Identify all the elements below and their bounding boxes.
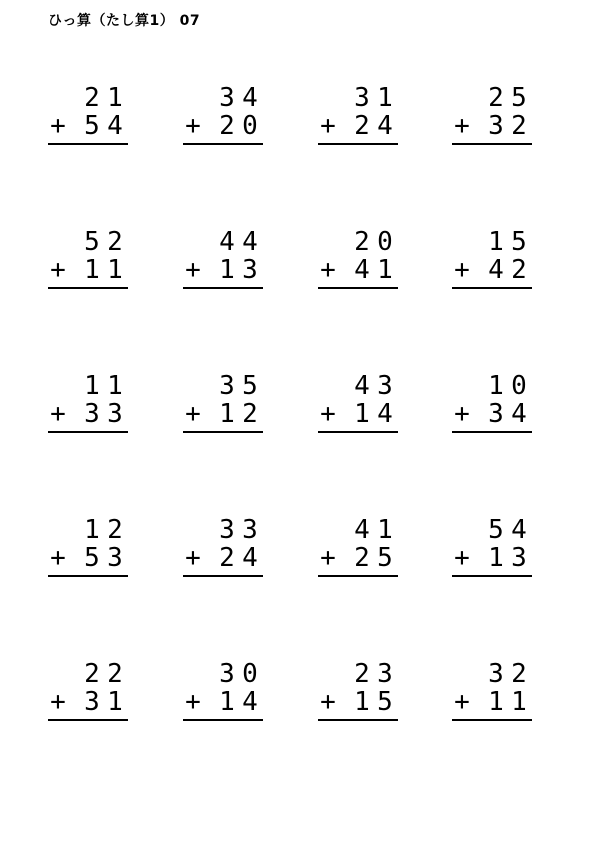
answer-line xyxy=(318,143,398,145)
bottom-digit-ones: 3 xyxy=(107,399,123,429)
top-digit-ones: 5 xyxy=(511,227,527,257)
plus-sign: + xyxy=(454,687,470,717)
addition-problem xyxy=(48,372,128,436)
bottom-digit-ones: 3 xyxy=(242,255,258,285)
plus-sign: + xyxy=(320,399,336,429)
top-digit-ones: 1 xyxy=(107,371,123,401)
top-digit-tens: 2 xyxy=(354,227,370,257)
bottom-addend xyxy=(318,544,398,572)
answer-line xyxy=(48,575,128,577)
top-digit-ones: 2 xyxy=(511,659,527,689)
addition-problem xyxy=(48,84,128,148)
bottom-digit-tens: 1 xyxy=(219,687,235,717)
bottom-digit-ones: 4 xyxy=(377,399,393,429)
bottom-addend xyxy=(48,544,128,572)
addition-problem xyxy=(318,372,398,436)
bottom-digit-ones: 0 xyxy=(242,111,258,141)
bottom-digit-ones: 3 xyxy=(511,543,527,573)
addition-problem xyxy=(452,516,532,580)
top-addend xyxy=(48,372,128,400)
bottom-digit-tens: 2 xyxy=(219,111,235,141)
bottom-digit-tens: 3 xyxy=(84,399,100,429)
addition-problem xyxy=(318,228,398,292)
addition-problem xyxy=(183,84,263,148)
top-addend xyxy=(48,228,128,256)
top-addend xyxy=(183,84,263,112)
addition-problem xyxy=(48,516,128,580)
bottom-addend xyxy=(183,688,263,716)
top-digit-ones: 3 xyxy=(377,659,393,689)
top-digit-ones: 1 xyxy=(107,83,123,113)
top-addend xyxy=(452,228,532,256)
top-addend xyxy=(318,372,398,400)
bottom-digit-ones: 2 xyxy=(511,255,527,285)
bottom-digit-ones: 4 xyxy=(242,687,258,717)
top-digit-tens: 5 xyxy=(84,227,100,257)
answer-line xyxy=(183,431,263,433)
bottom-digit-tens: 3 xyxy=(84,687,100,717)
top-addend xyxy=(48,84,128,112)
bottom-digit-tens: 1 xyxy=(488,687,504,717)
bottom-addend xyxy=(452,688,532,716)
top-digit-tens: 3 xyxy=(219,83,235,113)
bottom-digit-ones: 3 xyxy=(107,543,123,573)
bottom-digit-ones: 4 xyxy=(242,543,258,573)
answer-line xyxy=(318,287,398,289)
addition-problem xyxy=(183,660,263,724)
top-digit-ones: 0 xyxy=(242,659,258,689)
plus-sign: + xyxy=(454,255,470,285)
plus-sign: + xyxy=(50,543,66,573)
plus-sign: + xyxy=(320,687,336,717)
top-digit-tens: 2 xyxy=(84,83,100,113)
top-digit-ones: 0 xyxy=(511,371,527,401)
answer-line xyxy=(183,143,263,145)
answer-line xyxy=(452,143,532,145)
addition-problem xyxy=(318,516,398,580)
top-addend xyxy=(183,660,263,688)
bottom-digit-tens: 5 xyxy=(84,111,100,141)
top-addend xyxy=(183,228,263,256)
answer-line xyxy=(318,719,398,721)
top-digit-tens: 3 xyxy=(219,371,235,401)
top-digit-ones: 4 xyxy=(511,515,527,545)
bottom-addend xyxy=(452,544,532,572)
bottom-digit-tens: 1 xyxy=(84,255,100,285)
bottom-digit-ones: 2 xyxy=(242,399,258,429)
bottom-addend xyxy=(318,256,398,284)
top-digit-tens: 3 xyxy=(354,83,370,113)
bottom-digit-tens: 2 xyxy=(219,543,235,573)
bottom-addend xyxy=(183,544,263,572)
bottom-addend xyxy=(48,112,128,140)
bottom-addend xyxy=(318,112,398,140)
bottom-addend xyxy=(452,400,532,428)
top-addend xyxy=(318,516,398,544)
top-digit-tens: 1 xyxy=(84,371,100,401)
answer-line xyxy=(452,287,532,289)
plus-sign: + xyxy=(185,543,201,573)
bottom-digit-tens: 5 xyxy=(84,543,100,573)
bottom-digit-tens: 1 xyxy=(354,399,370,429)
bottom-digit-tens: 3 xyxy=(488,399,504,429)
plus-sign: + xyxy=(185,687,201,717)
plus-sign: + xyxy=(50,255,66,285)
top-addend xyxy=(318,228,398,256)
top-digit-ones: 4 xyxy=(242,83,258,113)
answer-line xyxy=(183,287,263,289)
top-addend xyxy=(452,84,532,112)
addition-problem xyxy=(48,228,128,292)
answer-line xyxy=(183,719,263,721)
top-addend xyxy=(452,516,532,544)
bottom-digit-tens: 1 xyxy=(488,543,504,573)
plus-sign: + xyxy=(320,111,336,141)
top-digit-ones: 2 xyxy=(107,515,123,545)
plus-sign: + xyxy=(454,111,470,141)
top-addend xyxy=(183,516,263,544)
bottom-digit-tens: 2 xyxy=(354,543,370,573)
top-digit-ones: 2 xyxy=(107,227,123,257)
addition-problem xyxy=(452,84,532,148)
top-digit-ones: 3 xyxy=(377,371,393,401)
bottom-digit-tens: 1 xyxy=(219,255,235,285)
plus-sign: + xyxy=(185,111,201,141)
addition-problem xyxy=(48,660,128,724)
top-digit-tens: 2 xyxy=(488,83,504,113)
top-digit-ones: 5 xyxy=(242,371,258,401)
top-addend xyxy=(48,516,128,544)
bottom-addend xyxy=(452,256,532,284)
bottom-digit-ones: 4 xyxy=(377,111,393,141)
bottom-digit-ones: 4 xyxy=(107,111,123,141)
plus-sign: + xyxy=(50,399,66,429)
top-digit-tens: 3 xyxy=(219,515,235,545)
answer-line xyxy=(318,431,398,433)
addition-problem xyxy=(318,660,398,724)
plus-sign: + xyxy=(185,399,201,429)
plus-sign: + xyxy=(454,543,470,573)
bottom-addend xyxy=(318,688,398,716)
top-addend xyxy=(318,660,398,688)
addition-problem xyxy=(452,372,532,436)
addition-problem xyxy=(318,84,398,148)
top-addend xyxy=(183,372,263,400)
bottom-digit-tens: 1 xyxy=(219,399,235,429)
top-digit-ones: 1 xyxy=(377,515,393,545)
plus-sign: + xyxy=(50,687,66,717)
plus-sign: + xyxy=(454,399,470,429)
answer-line xyxy=(48,719,128,721)
bottom-addend xyxy=(48,400,128,428)
worksheet-title: ひっ算（たし算1） 07 xyxy=(48,13,201,29)
addition-problem xyxy=(452,228,532,292)
top-digit-ones: 2 xyxy=(107,659,123,689)
top-digit-tens: 4 xyxy=(354,515,370,545)
answer-line xyxy=(452,431,532,433)
top-digit-ones: 3 xyxy=(242,515,258,545)
top-digit-tens: 1 xyxy=(488,371,504,401)
answer-line xyxy=(48,287,128,289)
plus-sign: + xyxy=(185,255,201,285)
bottom-digit-ones: 1 xyxy=(107,687,123,717)
plus-sign: + xyxy=(320,543,336,573)
top-digit-tens: 3 xyxy=(219,659,235,689)
bottom-digit-tens: 2 xyxy=(354,111,370,141)
bottom-addend xyxy=(48,688,128,716)
bottom-digit-tens: 4 xyxy=(488,255,504,285)
bottom-digit-ones: 2 xyxy=(511,111,527,141)
bottom-digit-tens: 4 xyxy=(354,255,370,285)
top-digit-tens: 3 xyxy=(488,659,504,689)
answer-line xyxy=(318,575,398,577)
top-addend xyxy=(452,660,532,688)
bottom-digit-ones: 5 xyxy=(377,687,393,717)
top-addend xyxy=(318,84,398,112)
top-digit-tens: 2 xyxy=(354,659,370,689)
answer-line xyxy=(452,719,532,721)
top-digit-tens: 2 xyxy=(84,659,100,689)
top-addend xyxy=(48,660,128,688)
plus-sign: + xyxy=(320,255,336,285)
addition-problem xyxy=(183,372,263,436)
answer-line xyxy=(183,575,263,577)
top-digit-ones: 5 xyxy=(511,83,527,113)
top-digit-ones: 0 xyxy=(377,227,393,257)
answer-line xyxy=(48,143,128,145)
bottom-addend xyxy=(183,256,263,284)
top-digit-ones: 4 xyxy=(242,227,258,257)
bottom-addend xyxy=(318,400,398,428)
addition-problem xyxy=(183,228,263,292)
top-digit-tens: 5 xyxy=(488,515,504,545)
bottom-digit-ones: 4 xyxy=(511,399,527,429)
bottom-digit-ones: 1 xyxy=(107,255,123,285)
bottom-digit-tens: 1 xyxy=(354,687,370,717)
bottom-digit-ones: 1 xyxy=(377,255,393,285)
top-digit-tens: 4 xyxy=(354,371,370,401)
bottom-addend xyxy=(183,112,263,140)
top-digit-tens: 1 xyxy=(84,515,100,545)
addition-problem xyxy=(183,516,263,580)
top-digit-ones: 1 xyxy=(377,83,393,113)
answer-line xyxy=(48,431,128,433)
plus-sign: + xyxy=(50,111,66,141)
bottom-addend xyxy=(48,256,128,284)
bottom-addend xyxy=(452,112,532,140)
top-digit-tens: 1 xyxy=(488,227,504,257)
answer-line xyxy=(452,575,532,577)
top-digit-tens: 4 xyxy=(219,227,235,257)
bottom-digit-ones: 5 xyxy=(377,543,393,573)
bottom-digit-tens: 3 xyxy=(488,111,504,141)
addition-problem xyxy=(452,660,532,724)
top-addend xyxy=(452,372,532,400)
bottom-digit-ones: 1 xyxy=(511,687,527,717)
bottom-addend xyxy=(183,400,263,428)
